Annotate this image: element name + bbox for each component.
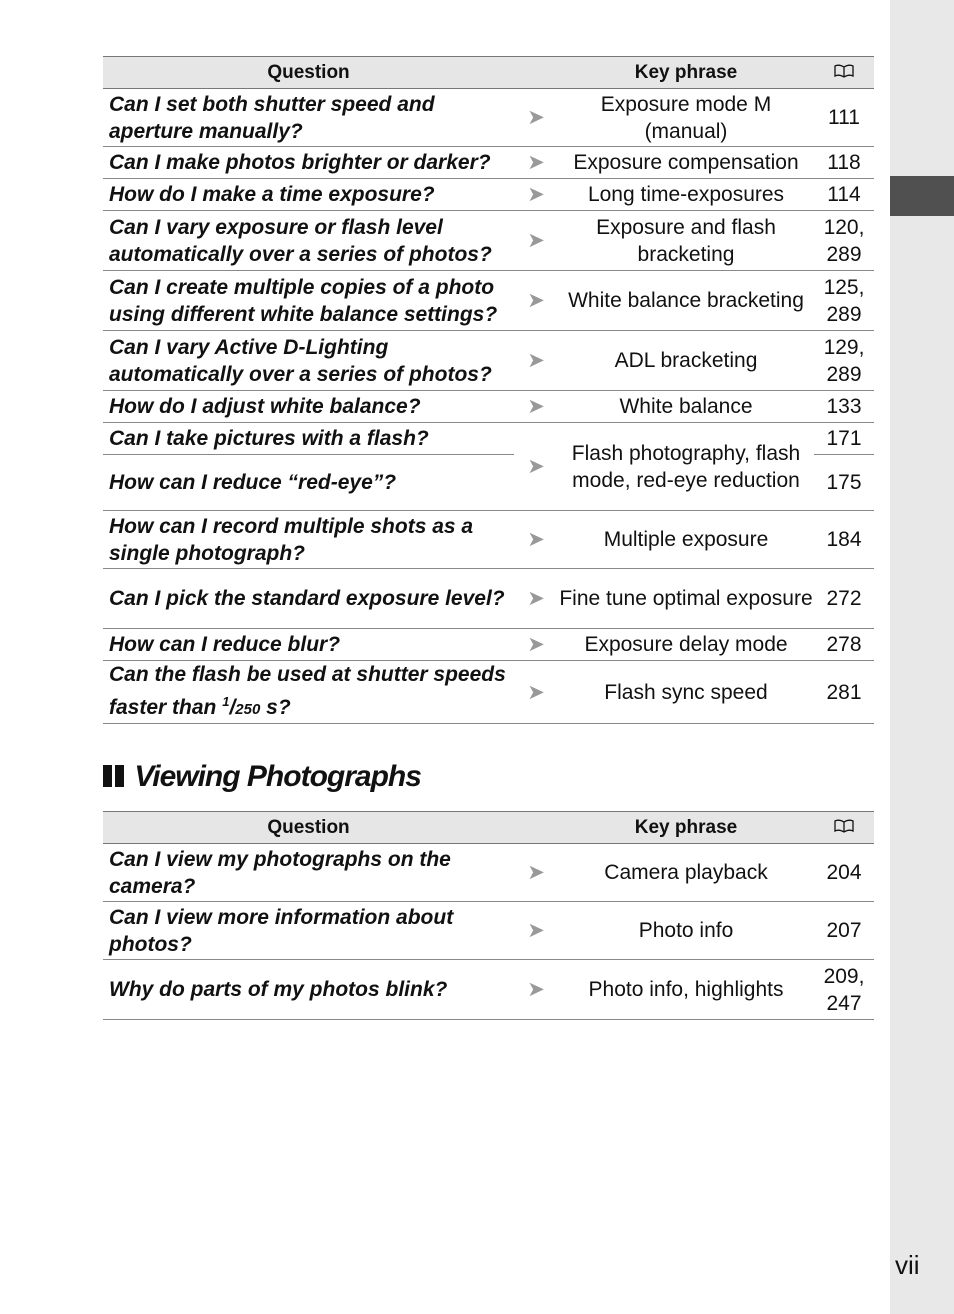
key-phrase-cell: Flash photography, flash mode, red-eye reduction xyxy=(558,423,814,511)
table-row xyxy=(103,89,874,147)
page-ref-cell: 209, 247 xyxy=(814,960,874,1020)
question-text: Can the flash be used at shutter speeds faster than xyxy=(109,663,506,719)
chapter-tab xyxy=(890,176,954,216)
table-row xyxy=(103,960,874,1020)
book-icon xyxy=(833,819,855,833)
question-cell: Can I make photos brighter or darker? xyxy=(103,147,514,179)
book-icon xyxy=(833,64,855,78)
key-phrase-cell: Exposure compensation xyxy=(558,147,814,179)
page-ref-cell: 175 xyxy=(814,455,874,511)
question-table-2 xyxy=(103,811,874,1020)
page-ref-cell: 125, 289 xyxy=(814,271,874,331)
table-row xyxy=(103,179,874,211)
key-phrase-cell: Exposure delay mode xyxy=(558,629,814,661)
key-phrase-cell: Camera playback xyxy=(558,844,814,902)
fraction-denominator: 250 xyxy=(235,701,261,718)
question-cell: Can I vary exposure or flash level automatically over a series of photos? xyxy=(103,211,514,271)
arrow-icon: ➤ xyxy=(514,147,558,179)
arrow-icon: ➤ xyxy=(514,331,558,391)
table-row xyxy=(103,147,874,179)
question-cell: How can I record multiple shots as a single photograph? xyxy=(103,511,514,569)
key-phrase-cell: Photo info xyxy=(558,902,814,960)
question-table-1 xyxy=(103,56,874,724)
question-cell: Can I create multiple copies of a photo using different white balance settings? xyxy=(103,271,514,331)
arrow-icon: ➤ xyxy=(514,960,558,1020)
key-phrase-header: Key phrase xyxy=(558,57,814,89)
section-marker-icon xyxy=(115,765,124,787)
key-phrase-cell: Exposure and flash bracketing xyxy=(558,211,814,271)
page-ref-header xyxy=(814,57,874,89)
key-phrase-cell: Photo info, highlights xyxy=(558,960,814,1020)
question-suffix: s? xyxy=(260,696,291,719)
question-cell: Can I view more information about photos? xyxy=(103,902,514,960)
table-row xyxy=(103,391,874,423)
arrow-icon: ➤ xyxy=(514,569,558,629)
question-header: Question xyxy=(103,57,514,89)
arrow-icon: ➤ xyxy=(514,391,558,423)
fraction-numerator: 1 xyxy=(222,694,230,709)
key-phrase-cell: White balance bracketing xyxy=(558,271,814,331)
key-phrase-cell: Exposure mode M (manual) xyxy=(558,89,814,147)
table-row xyxy=(103,331,874,391)
page-ref-cell: 114 xyxy=(814,179,874,211)
table-row xyxy=(103,511,874,569)
table-header xyxy=(103,57,874,89)
question-cell: Can I vary Active D-Lighting automatically over a series of photos? xyxy=(103,331,514,391)
table-row xyxy=(103,902,874,960)
page-ref-cell: 207 xyxy=(814,902,874,960)
table-row xyxy=(103,569,874,629)
table-row xyxy=(103,423,874,455)
section-marker-icon xyxy=(103,765,112,787)
arrow-icon: ➤ xyxy=(514,89,558,147)
question-cell: How do I adjust white balance? xyxy=(103,391,514,423)
arrow-icon: ➤ xyxy=(514,211,558,271)
arrow-icon: ➤ xyxy=(514,271,558,331)
question-cell: Can I pick the standard exposure level? xyxy=(103,569,514,629)
question-cell: How can I reduce “red-eye”? xyxy=(103,455,514,511)
page-ref-cell: 111 xyxy=(814,89,874,147)
key-phrase-cell: Fine tune optimal exposure xyxy=(558,569,814,629)
table-row xyxy=(103,844,874,902)
page-ref-cell: 171 xyxy=(814,423,874,455)
section-title xyxy=(103,760,421,794)
key-phrase-cell: Long time-exposures xyxy=(558,179,814,211)
question-cell: Can I set both shutter speed and aperture manually? xyxy=(103,89,514,147)
arrow-icon: ➤ xyxy=(514,179,558,211)
question-cell: Can I view my photographs on the camera? xyxy=(103,844,514,902)
question-cell: How do I make a time exposure? xyxy=(103,179,514,211)
page-ref-cell: 133 xyxy=(814,391,874,423)
table-row xyxy=(103,271,874,331)
page-number: vii xyxy=(895,1250,920,1280)
question-cell: How can I reduce blur? xyxy=(103,629,514,661)
arrow-icon: ➤ xyxy=(514,511,558,569)
page-ref-cell: 272 xyxy=(814,569,874,629)
page-ref-header xyxy=(814,812,874,844)
page-ref-cell: 184 xyxy=(814,511,874,569)
key-phrase-cell: Flash sync speed xyxy=(558,661,814,724)
table-row xyxy=(103,629,874,661)
key-phrase-header: Key phrase xyxy=(558,812,814,844)
arrow-header xyxy=(514,57,558,89)
page-ref-cell: 120, 289 xyxy=(814,211,874,271)
arrow-icon: ➤ xyxy=(514,423,558,511)
page-ref-cell: 281 xyxy=(814,661,874,724)
table-row xyxy=(103,661,874,724)
key-phrase-cell: ADL bracketing xyxy=(558,331,814,391)
page-ref-cell: 278 xyxy=(814,629,874,661)
key-phrase-cell: Multiple exposure xyxy=(558,511,814,569)
fraction-slash: / xyxy=(229,696,236,719)
arrow-header xyxy=(514,812,558,844)
arrow-icon: ➤ xyxy=(514,629,558,661)
key-phrase-cell: White balance xyxy=(558,391,814,423)
table-header xyxy=(103,812,874,844)
question-cell xyxy=(103,661,514,724)
page-ref-cell: 129, 289 xyxy=(814,331,874,391)
question-cell: Why do parts of my photos blink? xyxy=(103,960,514,1020)
arrow-icon: ➤ xyxy=(514,661,558,724)
question-header: Question xyxy=(103,812,514,844)
arrow-icon: ➤ xyxy=(514,844,558,902)
arrow-icon: ➤ xyxy=(514,902,558,960)
page-ref-cell: 118 xyxy=(814,147,874,179)
question-cell: Can I take pictures with a flash? xyxy=(103,423,514,455)
section-title-text: Viewing Photographs xyxy=(134,760,421,793)
table-row xyxy=(103,211,874,271)
page-ref-cell: 204 xyxy=(814,844,874,902)
